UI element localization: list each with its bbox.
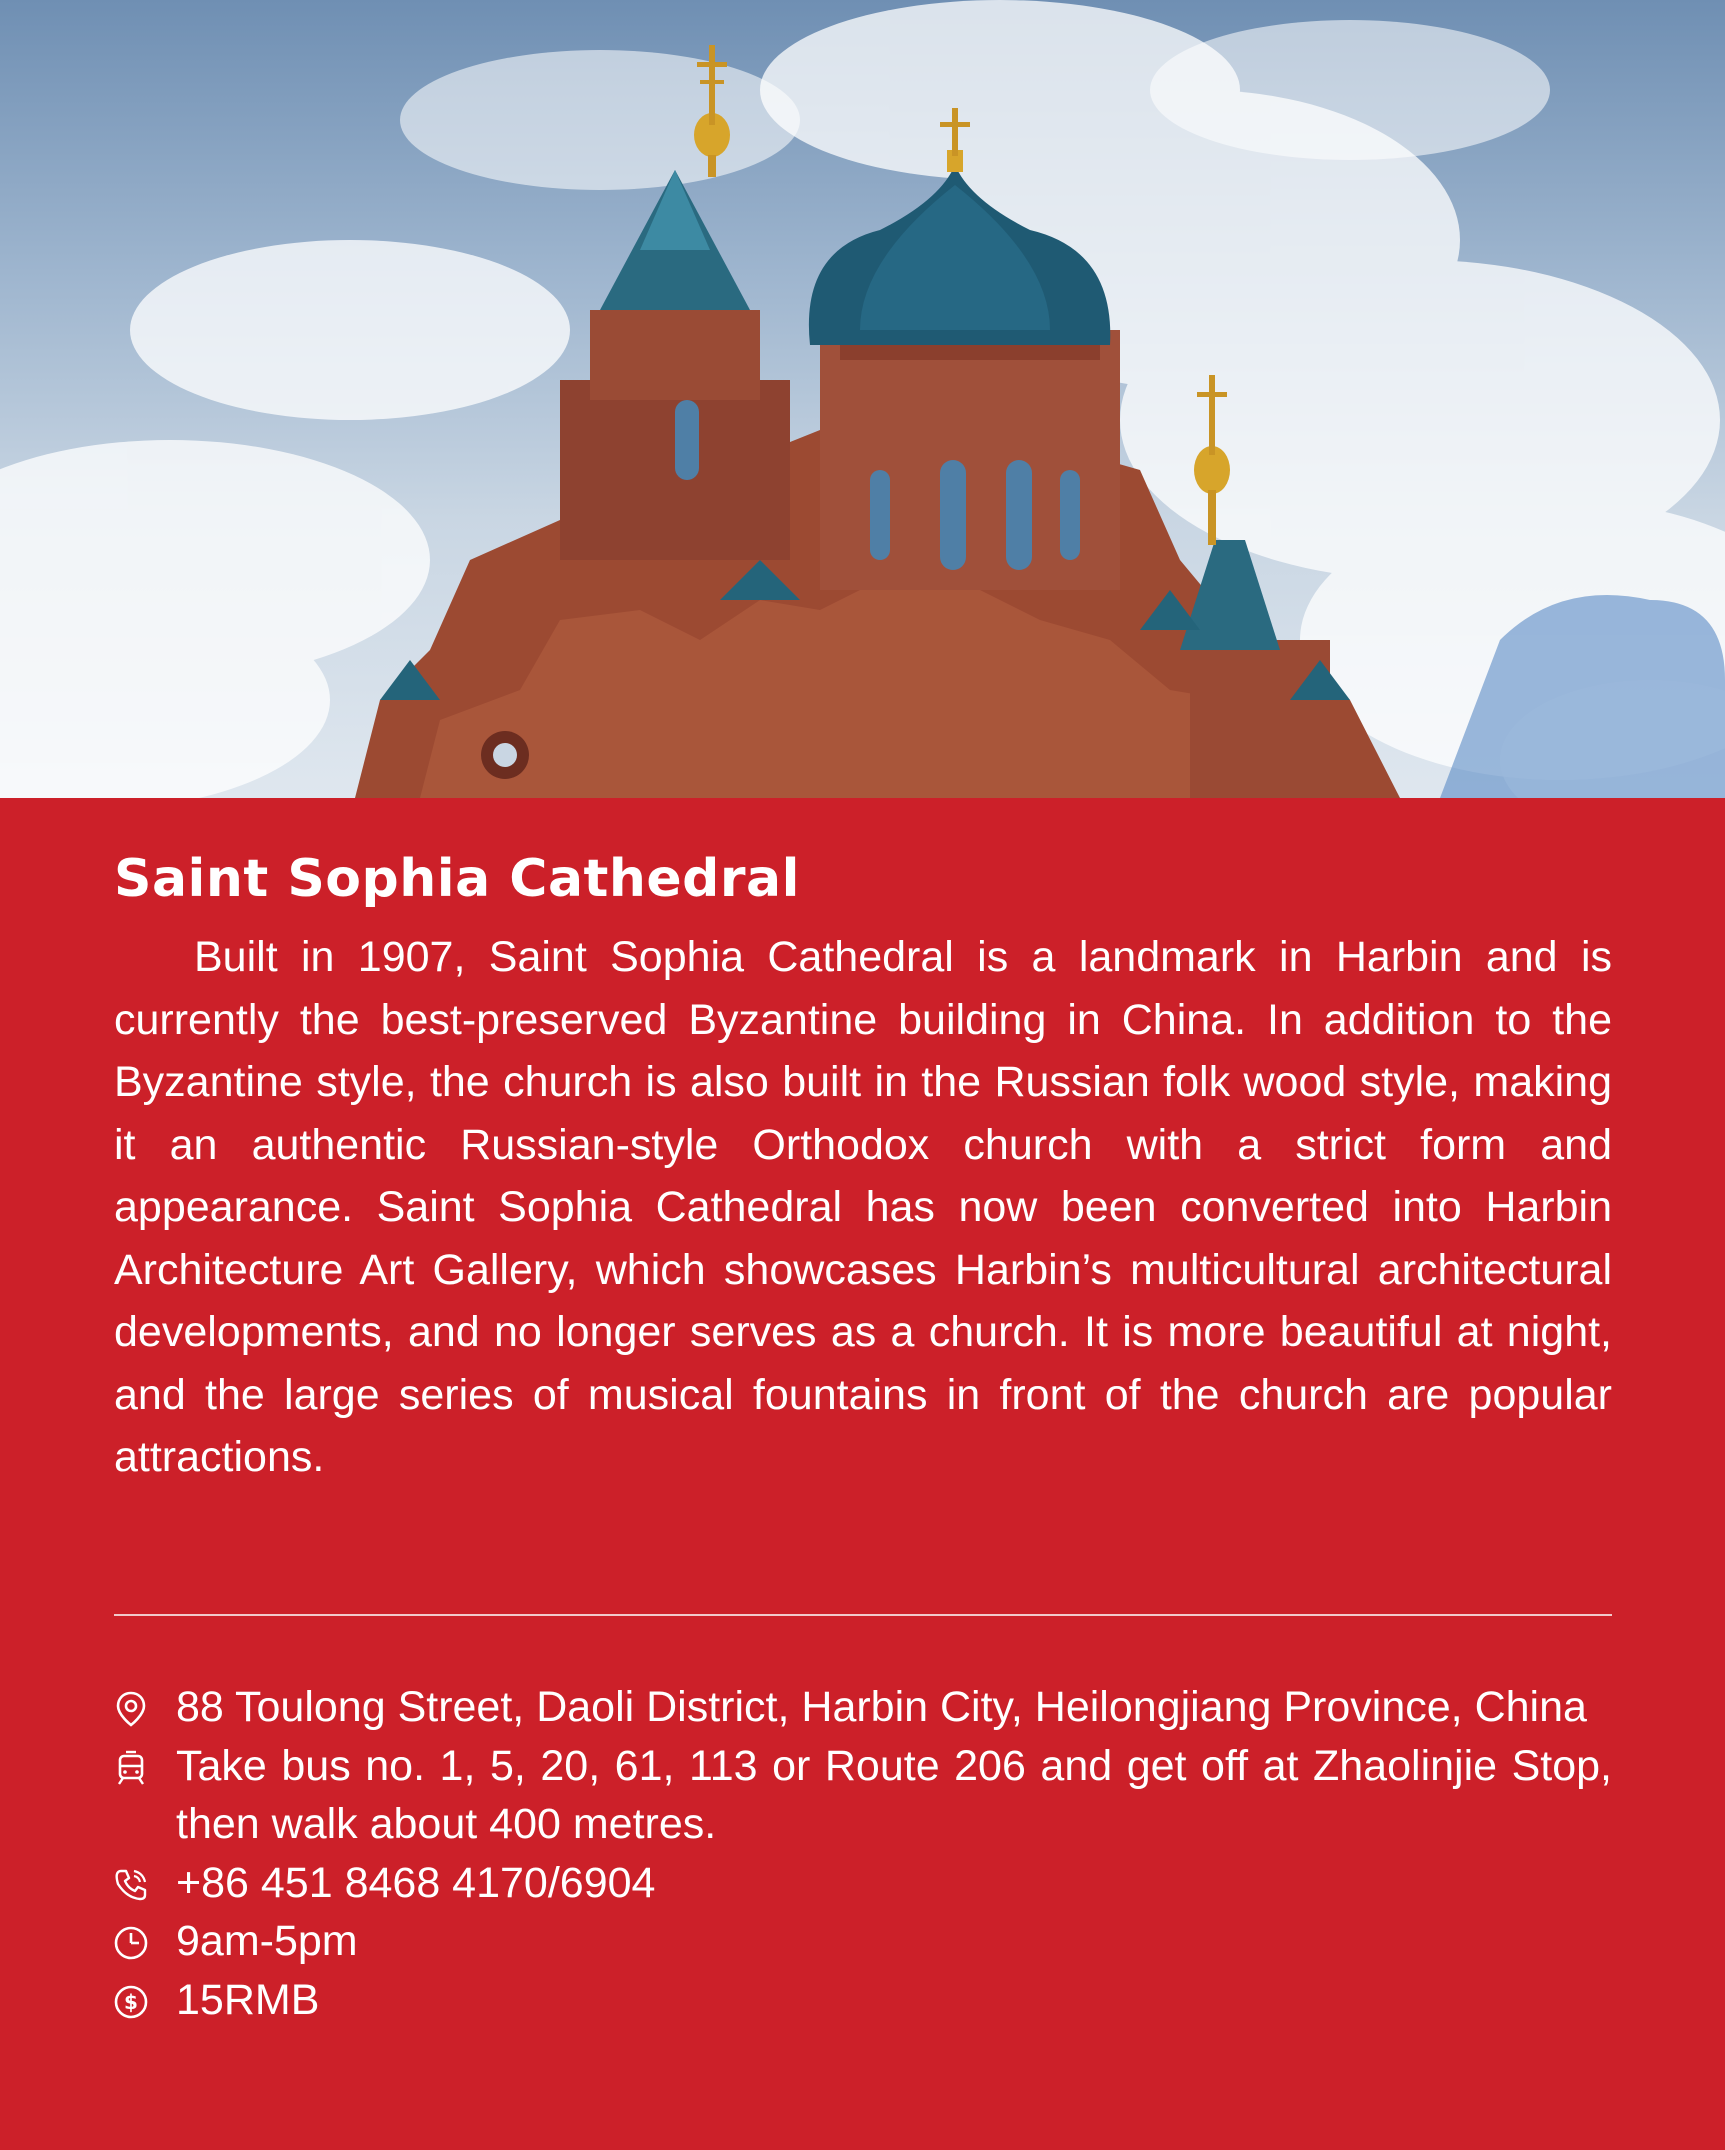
dollar-coin-icon (112, 1983, 150, 2021)
price-row (110, 1971, 1612, 2030)
divider (114, 1614, 1612, 1616)
phone-row (110, 1854, 1612, 1913)
hours-row (110, 1912, 1612, 1971)
clock-icon (112, 1924, 150, 1962)
attraction-description: Built in 1907, Saint Sophia Cathedral is a landmark in Harbin and is currently the best-preserved Byzantine building in China. In addition to the Byzantine style, the church is also built in the Russian folk wood style, making it an authentic Russian-style Orthodox church with a strict form and appearance. Saint Sophia Cathedral has now been converted into Harbin Architecture Art Gallery, which showcases Harbin’s multicultural architectural developments, and no longer serves as a church. It is more beautiful at night, and the large series of musical fountains in front of the church are popular attractions. (114, 933, 1612, 1481)
info-list (110, 1678, 1612, 2029)
bus-icon (112, 1749, 150, 1787)
svg-text:$: $ (124, 1989, 138, 2014)
hours-text: 9am-5pm (176, 1917, 358, 1965)
location-pin-icon (112, 1690, 150, 1728)
transport-row (110, 1737, 1612, 1854)
address-row (110, 1678, 1612, 1737)
attraction-title: Saint Sophia Cathedral (114, 849, 800, 909)
phone-text: +86 451 8468 4170/6904 (176, 1858, 656, 1907)
address-text: 88 Toulong Street, Daoli District, Harbin City, Heilongjiang Province, China (176, 1683, 1587, 1731)
cathedral-photo (0, 0, 1725, 798)
price-text: 15RMB (176, 1975, 320, 2024)
transport-text: Take bus no. 1, 5, 20, 61, 113 or Route 206 and get off at Zhaolinjie Stop, then walk about 400 metres. (176, 1741, 1612, 1848)
info-panel (0, 798, 1725, 2150)
phone-icon (112, 1866, 150, 1904)
cathedral-illustration (0, 0, 1725, 798)
